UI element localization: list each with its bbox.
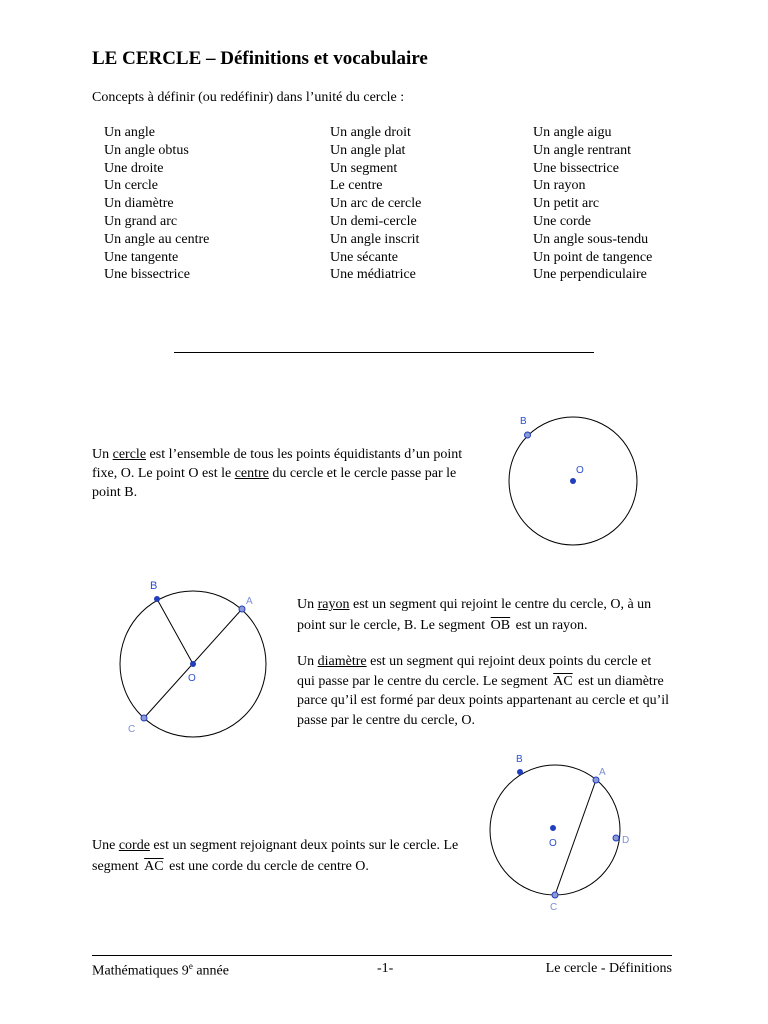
text: année [192, 963, 229, 979]
concept-item: Une corde [533, 213, 591, 229]
text: Un [297, 654, 318, 669]
concept-item: Un angle inscrit [330, 231, 420, 247]
concept-item: Un point de tangence [533, 249, 653, 265]
point-c [552, 892, 558, 898]
label-o: O [576, 465, 584, 476]
concept-item: Un cercle [104, 178, 159, 194]
concept-item: Un angle plat [330, 142, 406, 158]
concept-item: Une droite [104, 160, 164, 176]
concept-item: Un demi-cercle [330, 213, 417, 229]
concept-item: Une perpendiculaire [533, 267, 647, 283]
concept-item: Un petit arc [533, 196, 600, 212]
text: est un segment qui rejoint deux points du cercle et qui passe par le centre du cercle. Le segment [297, 654, 652, 689]
concept-item: Un angle droit [330, 125, 411, 140]
label-c: C [550, 902, 558, 913]
circle-figure-3 [480, 750, 640, 915]
text: du cercle et le cercle passe par le point B. [92, 466, 457, 500]
segment-notation-ob: $\overline{OB}$ [490, 618, 511, 633]
segment-notation-ac: $\overline{AC}$ [553, 673, 573, 689]
footer-right: Le cercle - Définitions [545, 961, 672, 976]
footer-left [92, 961, 229, 980]
segment-ob [157, 599, 193, 664]
concept-item: Un rayon [533, 178, 586, 194]
text: Une [92, 838, 119, 853]
text: est un rayon. [512, 618, 588, 633]
text: Un [297, 597, 318, 612]
label-b: B [150, 580, 158, 592]
term-rayon: rayon [317, 597, 350, 612]
concepts-column-2 [330, 124, 421, 284]
label-o: O [549, 838, 557, 849]
footer-divider [92, 955, 672, 956]
term-cercle: cercle [112, 447, 147, 462]
segment-notation-ac: $\overline{AC}$ [144, 859, 164, 874]
text: est une corde du cercle de centre O. [165, 859, 369, 874]
point-d [613, 835, 619, 841]
concept-item: Un segment [330, 160, 398, 176]
circle-figure-2 [110, 575, 280, 745]
page-title: LE CERCLE – Définitions et vocabulaire [92, 48, 428, 69]
point-b [525, 432, 531, 438]
label-a: A [246, 596, 253, 607]
segment-ac [555, 780, 596, 895]
point-c [141, 715, 147, 721]
page-number: -1- [377, 961, 394, 976]
diametre-definition [297, 652, 672, 730]
circle-figure-1 [500, 408, 650, 558]
concept-item: Un angle [104, 125, 155, 140]
concept-item: Une sécante [330, 249, 399, 265]
concept-item: Un grand arc [104, 213, 178, 229]
label-b: B [516, 754, 523, 765]
label-a: A [599, 767, 606, 778]
concept-item: Un angle aigu [533, 125, 612, 140]
point-b [154, 596, 160, 602]
point-o [550, 825, 556, 831]
concept-item: Une bissectrice [104, 267, 190, 283]
term-diametre: diamètre [317, 654, 367, 669]
concept-item: Un angle sous-tendu [533, 231, 649, 247]
concept-item: Une tangente [104, 249, 179, 265]
corde-definition [92, 835, 462, 877]
text: est un segment qui rejoint le centre du cercle, O, à un point sur le cercle, B. Le segment [297, 597, 652, 633]
superscript: e [188, 961, 193, 971]
rayon-definition [297, 594, 672, 636]
label-d: D [622, 835, 630, 846]
point-a [239, 606, 245, 612]
concepts-column-3 [533, 124, 652, 284]
label-o: O [188, 673, 196, 684]
concept-item: Un angle rentrant [533, 142, 631, 158]
concept-item: Un arc de cercle [330, 196, 422, 212]
text: est l’ensemble de tous les points équidistants d’un point fixe, O. Le point O est le [92, 447, 463, 481]
concept-item: Un angle au centre [104, 231, 210, 247]
label-b: B [520, 416, 527, 427]
concept-item: Un angle obtus [104, 142, 189, 158]
cercle-definition [92, 445, 467, 502]
concept-item: Une médiatrice [330, 267, 416, 283]
text: Un [92, 447, 113, 462]
section-divider [174, 352, 594, 353]
text: est un diamètre parce qu’il est formé par deux points appartenant au cercle et qu’il passe par le centre du cercle, O. [297, 673, 670, 728]
concepts-column-1 [104, 124, 209, 284]
intro-text: Concepts à définir (ou redéfinir) dans l’unité du cercle : [92, 90, 405, 105]
label-c: C [128, 724, 136, 735]
concept-item: Le centre [330, 178, 383, 194]
point-o [570, 478, 576, 484]
text: est un segment rejoignant deux points sur le cercle. Le segment [92, 838, 459, 874]
concept-item: Un diamètre [104, 196, 174, 212]
point-o [190, 661, 196, 667]
point-b [517, 769, 523, 775]
concept-item: Une bissectrice [533, 160, 619, 176]
text: Mathématiques 9 [92, 963, 189, 979]
term-corde: corde [118, 838, 150, 853]
term-centre: centre [234, 466, 269, 481]
